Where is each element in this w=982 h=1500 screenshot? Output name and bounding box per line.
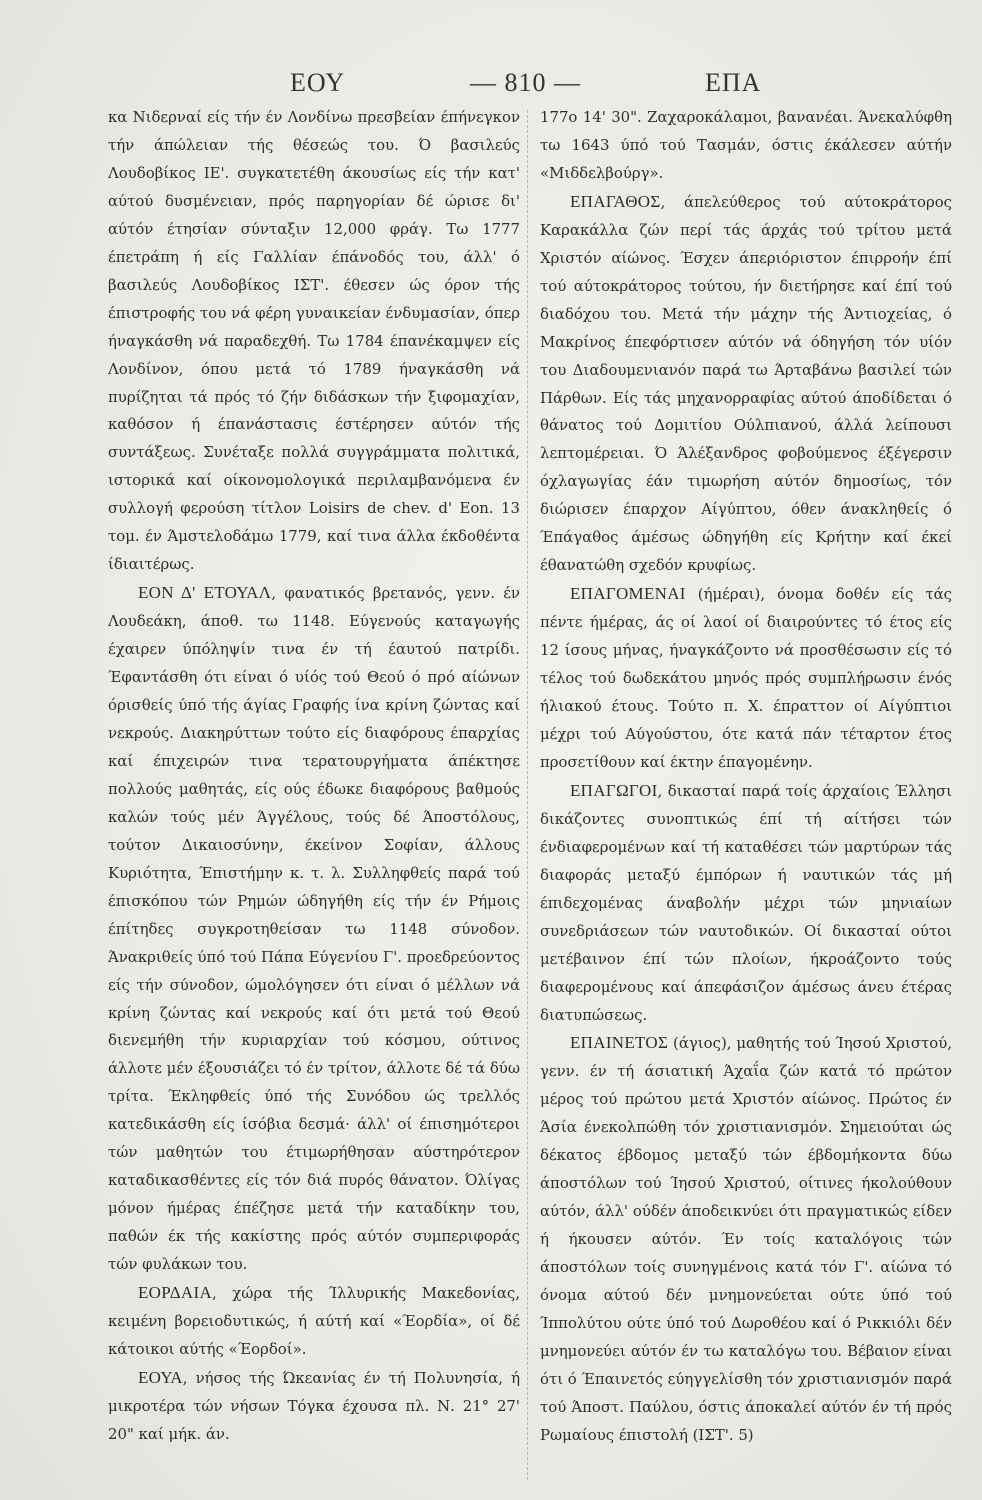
entry-body: , άπελεύθερος τού αύτοκράτορος Καρακάλλα ζών περί τάς άρχάς τού τρίτου μετά Χριστόν αίώνος. Έσχεν άπεριόριστον έπιρροήν έπί τού αύτοκράτορος τούτου, ήν διετήρησε καί έπί τού διαδόχου του. Μετά τήν μάχην τής Άντιοχείας, ό Μακρίνος έπεφόρτισεν αύτόν νά όδηγήση τόν υίόν του Διαδουμενιανόν παρά τω Άρταβάνω βασιλεί τών Πάρθων. Είς τάς μηχανορραφίας αύτού άποδίδεται ό θάνατος τού Δομιτίου Ούλπιανού, άλλά λείπουσι λεπτομέρειαι. Ό Άλέξανδρος φοβούμενος έξέγερσιν όχλαγωγίας έάν τιμωρήση αύτόν δημοσίως, τόν διώρισεν έπαρχον Αίγύπτου, όθεν άνακληθείς ό Έπάγαθος άμέσως ώδηγήθη είς Κρήτην καί έκεί έθανατώθη σχεδόν κρυφίως. (540, 192, 952, 575)
entry-body: (ήμέραι), όνομα δοθέν είς τάς πέντε ήμέρας, άς οί λαοί οί διαιρούντες τό έτος είς 12 ίσους μήνας, ήναγκάζοντο νά προσθέσωσιν είς τό τέλος τού δωδεκάτου μηνός πρός συμπλήρωσιν ένός ήλιακού έτους. Τούτο π. Χ. έπραττον οί Αίγύπτιοι μέχρι τού Αύγούστου, ότε κατά πάν τέταρτον έτος προσετίθουν καί έκτην έπαγομένην. (540, 585, 952, 771)
continued-text: κα Νιδερναί είς τήν έν Λονδίνω πρεσβείαν έπήνεγκον τήν άπώλειαν τής θέσεώς του. Ό βασιλεύς Λουδοβίκος ΙΕ'. συγκατετέθη άκουσίως είς τήν κατ' αύτού δυσμένειαν, πρός παρηγορίαν δέ ώρισε δι' αύτόν έτησίαν σύνταξιν 12,000 φράγ. Τω 1777 έπετράπη ή είς Γαλλίαν έπάνοδός του, άλλ' ό βασιλεύς Λουδοβίκος ΙΣΤ'. έθεσεν ώς όρον τής έπιστροφής του νά φέρη γυναικείαν ένδυμασίαν, όπερ ήναγκάσθη νά παραδεχθή. Τω 1784 έπανέκαμψεν είς Λονδίνον, όπου μετά τό 1789 ήναγκάσθη νά πυρίζηται τά πρός τό ζήν διδάσκων τήν ξιφομαχίαν, καθόσον ή έπανάστασις έστέρησεν αύτόν τής συντάξεως. Συνέταξε πολλά συγγράμματα πολιτικά, ιστορικά καί οίκονομολογικά περιλαμβανόμενα έν συλλογή φερούση τίτλον Loisirs de chev. d' Eon. 13 τομ. έν Άμστελοδάμω 1779, καί τινα άλλα έκδοθέντα ίδιαιτέρως. (108, 108, 520, 574)
right-column (540, 104, 952, 1450)
entry-headword: ΕΠΑΙΝΕΤΟΣ (570, 1033, 669, 1053)
entry-epagomenai (540, 580, 952, 777)
left-column (108, 104, 520, 1449)
entry-epainetos (540, 1029, 952, 1449)
continued-text: 177ο 14' 30". Ζαχαροκάλαμοι, βανανέαι. Άνεκαλύφθη τω 1643 ύπό τού Τασμάν, όστις έκάλεσεν αύτήν «Μιδδελβούργ». (540, 108, 952, 182)
column-divider (527, 110, 529, 1480)
entry-body: , δικασταί παρά τοίς άρχαίοις Έλλησι δικάζοντες συνοπτικώς έπί τή αίτήσει τών ένδιαφερομένων καί τή καταθέσει τών μαρτύρων τάς διαφοράς μεταξύ έμπόρων ή ναυτικών τάς μή έπιδεχομένας άναβολήν μέχρι τών μηνιαίων συνεδριάσεων τών ναυτοδικών. Οί δικασταί ούτοι μετέβαινον έπί τών πλοίων, ήκροάζοντο τούς διαφερομένους καί άπεφάσιζον άμέσως άνευ έτέρας διατυπώσεως. (540, 781, 952, 1024)
entry-body: (άγιος), μαθητής τού Ίησού Χριστού, γενν. έν τή άσιατική Άχαΐα ζών κατά τό πρώτον μέρος τού πρώτου μετά Χριστόν αίώνος. Πρώτος έν Άσία ένεκολπώθη τόν χριστιανισμόν. Σημειούται ώς δέκατος έβδομος μεταξύ τών έβδομήκοντα δύω άποστόλων τού Ίησού Χριστού, οίτινες ήκολούθουν αύτόν, άλλ' ούδέν άποδεικνύει ότι πραγματικώς είδεν ή ήκουσεν αύτόν. Έν τοίς καταλόγοις τών άποστόλων τοίς συνηγμένοις κατά τόν Γ'. αίώνα τό όνομα αύτού δέν μνημονεύεται ούτε ύπό τού Ίππολύτου ούτε ύπό τού Δωροθέου καί ό Ρικκιόλι δέν μνημονεύει αύτόν έν τω καταλόγω του. Βέβαιον είναι ότι ό Έπαινετός εύηγγελίσθη τόν χριστιανισμόν παρά τού Άποστ. Παύλου, όστις άποκαλεί αύτόν έν τή πρός Ρωμαίους έπιστολή (ΙΣΤ'. 5) (540, 1034, 952, 1444)
entry-headword: ΕΠΑΓΑΘΟΣ (570, 191, 661, 211)
header-right-guideword: ΕΠΑ (705, 68, 762, 97)
header-left-guideword: ΕΟΥ (290, 68, 346, 97)
entry-body: , νήσος τής Ώκεανίας έν τή Πολυνησία, ή μικροτέρα τών νήσων Τόγκα έχουσα πλ. Ν. 21° 27' 20" καί μήκ. άν. (108, 1368, 520, 1443)
entry-headword: ΕΟΡΔΑΙΑ (138, 1283, 213, 1303)
entry-headword: ΕΟΝ Δ' ΕΤΟΥΑΛ (138, 583, 272, 603)
entry-headword: ΕΠΑΓΟΜΕΝΑΙ (570, 584, 686, 604)
entry-body: , χώρα τής Ίλλυρικής Μακεδονίας, κειμένη βορειοδυτικώς, ή αύτή καί «Έορδία», οί δέ κάτοικοι αύτής «Έορδοί». (108, 1284, 520, 1358)
entry-eon-detoual (108, 579, 520, 1279)
entry-epagathos (540, 188, 952, 580)
entry-epagogoi (540, 777, 952, 1030)
page-header (0, 62, 982, 102)
page-number: — 810 — (470, 68, 581, 97)
entry-headword: ΕΟΥΑ (138, 1367, 183, 1387)
entry-eoua (108, 1364, 520, 1449)
entry-body: , φανατικός βρετανός, γενν. έν Λουδεάκη, άποθ. τω 1148. Εύγενούς καταγωγής έχαιρεν ύπόληψίν τινα έν τή έαυτού πατρίδι. Έφαντάσθη ότι είναι ό υίός τού Θεού ό πρό αίώνων όρισθείς ύπό τής άγίας Γραφής ίνα κρίνη ζώντας καί νεκρούς. Διακηρύττων τούτο είς διαφόρους έπαρχίας καί έπιχειρών τινα τερατουργήματα άπέκτησε πολλούς μαθητάς, είς ούς έδωκε διαφόρους βαθμούς καλών τούς μέν Άγγέλους, τούς δέ Άποστόλους, τούτον Δικαιοσύνην, έκείνον Σοφίαν, άλλους Κυριότητα, Έπιστήμην κ. τ. λ. Συλληφθείς παρά τού έπισκόπου τών Ρημών ώδηγήθη είς τήν έν Ρήμοις έπίτηδες συγκροτηθείσαν τω 1148 σύνοδον. Άνακριθείς ύπό τού Πάπα Εύγενίου Γ'. προεδρεύοντος είς τήν σύνοδον, ώμολόγησεν ότι είναι ό μέλλων νά κρίνη ζώντας καί νεκρούς καί ότι μετά τού Θεού διενεμήθη τήν κυριαρχίαν τού κόσμου, ούτινος άλλοτε μέν έξουσιάζει τό έν τρίτον, άλλοτε δέ τά δύω τρίτα. Έκληφθείς ύπό τής Συνόδου ώς τρελλός κατεδικάσθη είς ίσόβια δεσμά· άλλ' οί έπισημότεροι τών μαθητών του έτιμωρήθησαν αύστηρότερον καταδικασθέντες είς τόν διά πυρός θάνατον. Όλίγας μόνον ήμέρας έπέζησε μετά τήν καταδίκην του, παθών έκ τής κακίστης πρός αύτόν συμπεριφοράς τών φυλάκων του. (108, 584, 520, 1274)
entry-headword: ΕΠΑΓΩΓΟΙ (570, 780, 658, 800)
entry-eordaia (108, 1279, 520, 1364)
